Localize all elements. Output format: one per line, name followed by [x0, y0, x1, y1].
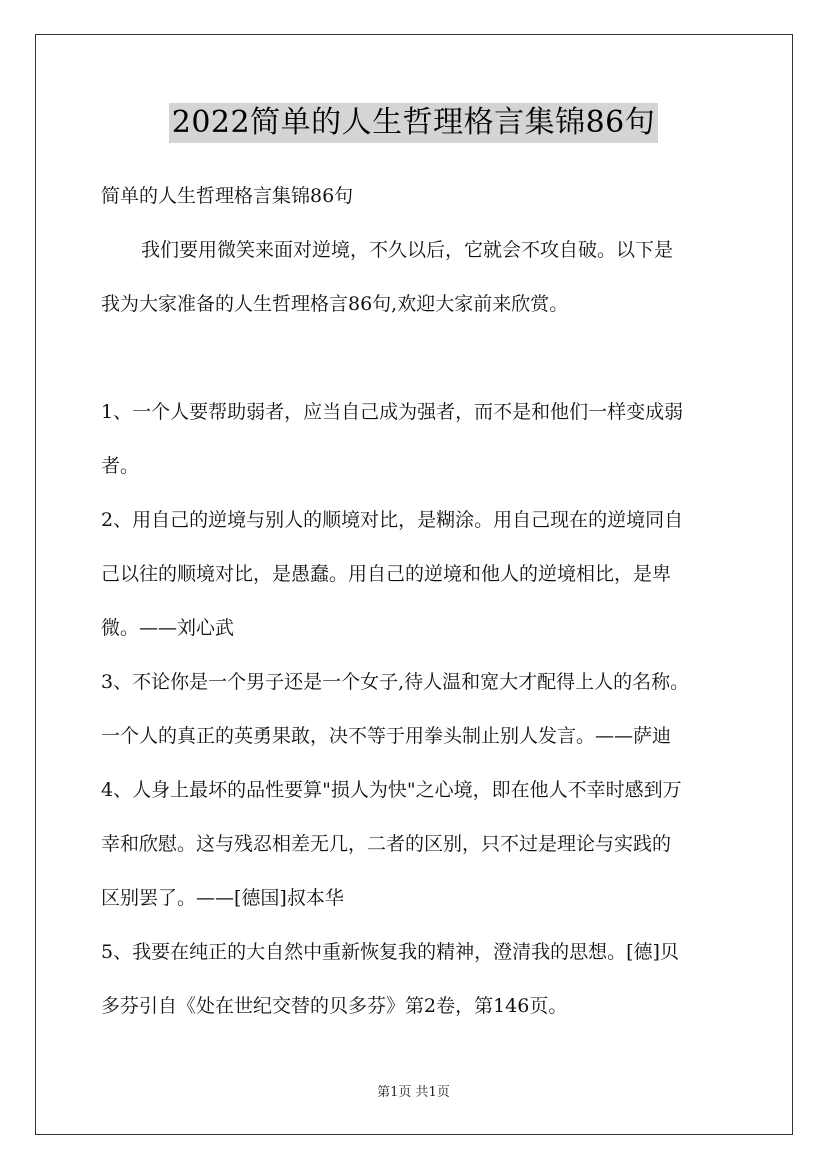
body-line: 简单的人生哲理格言集锦86句	[101, 185, 354, 207]
body-line: 我们要用微笑来面对逆境，不久以后，它就会不攻自破。以下是	[141, 239, 674, 261]
body-line: 1、一个人要帮助弱者，应当自己成为强者，而不是和他们一样变成弱	[101, 401, 684, 423]
body-line: 我为大家准备的人生哲理格言86句,欢迎大家前来欣赏。	[101, 293, 569, 315]
body-line: 者。	[101, 455, 140, 477]
body-line: 3、不论你是一个男子还是一个女子,待人温和宽大才配得上人的名称。	[101, 671, 690, 693]
title-container	[0, 103, 827, 143]
body-line: 4、人身上最坏的品性要算"损人为快"之心境，即在他人不幸时感到万	[101, 779, 682, 801]
body-line: 5、我要在纯正的大自然中重新恢复我的精神，澄清我的思想。[德]贝	[101, 941, 679, 963]
body-line: 一个人的真正的英勇果敢，决不等于用拳头制止别人发言。——萨迪	[101, 725, 672, 747]
body-line: 己以往的顺境对比，是愚蠢。用自己的逆境和他人的逆境相比，是卑	[101, 563, 672, 585]
body-line: 微。——刘心武	[101, 617, 235, 639]
body-line: 幸和欣慰。这与残忍相差无几，二者的区别，只不过是理论与实践的	[101, 833, 672, 855]
body-line: 2、用自己的逆境与别人的顺境对比，是糊涂。用自己现在的逆境同自	[101, 509, 684, 531]
document-body	[101, 169, 725, 1033]
document-title: 2022简单的人生哲理格言集锦86句	[169, 103, 659, 143]
body-line: 多芬引自《处在世纪交替的贝多芬》第2卷，第146页。	[101, 995, 568, 1017]
page-footer: 第1页 共1页	[377, 1085, 450, 1100]
body-line: 区别罢了。——[德国]叔本华	[101, 887, 344, 909]
blank-line	[101, 331, 725, 385]
